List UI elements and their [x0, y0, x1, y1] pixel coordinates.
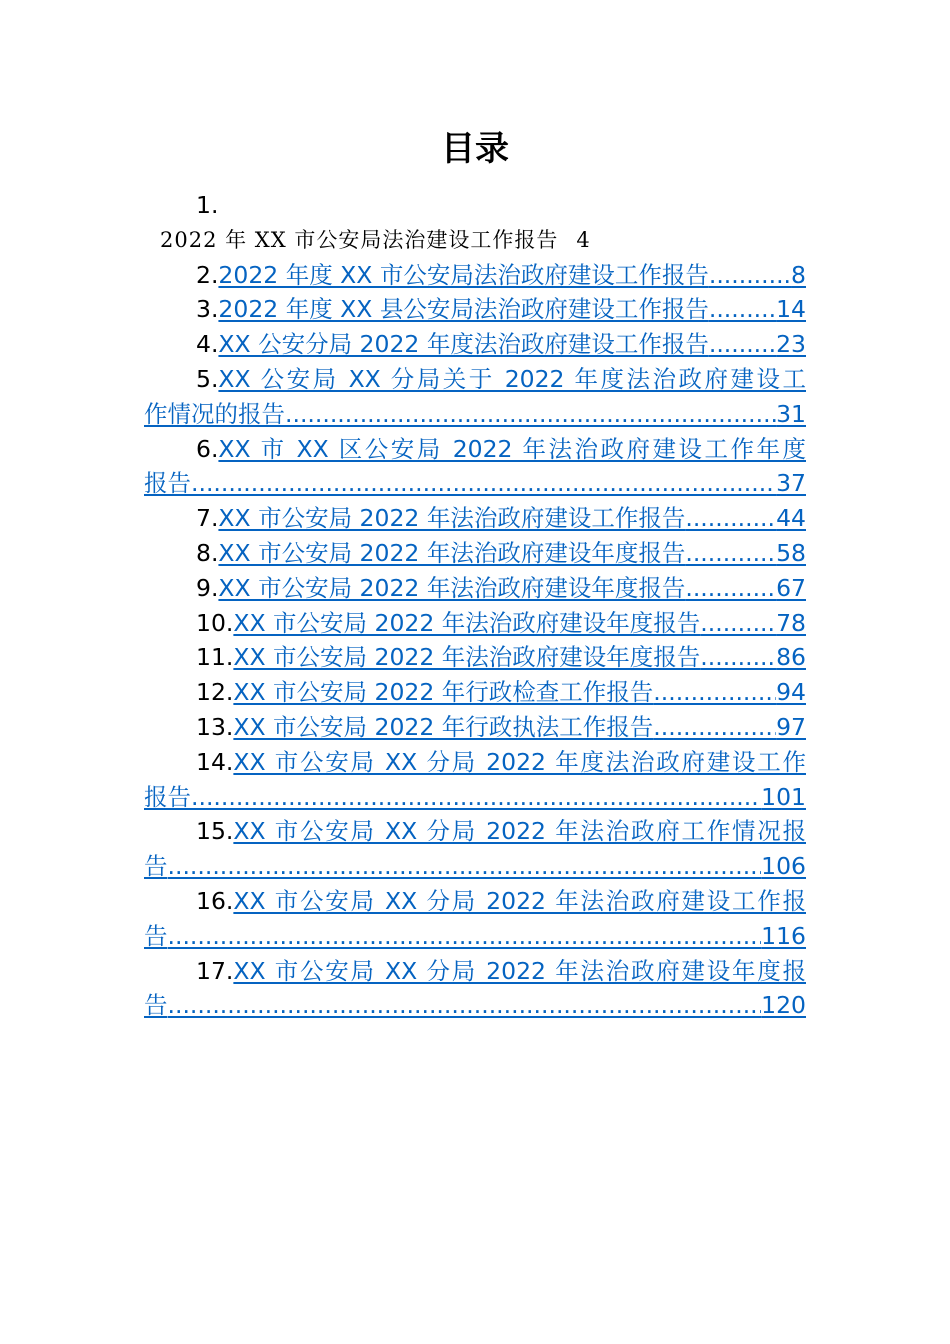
- toc-entry-link-continued[interactable]: 告: [144, 991, 168, 1020]
- toc-entry-link[interactable]: XX 市 XX 区公安局 2022 年法治政府建设工作年度: [218, 434, 806, 463]
- toc-entry-5[interactable]: [144, 362, 806, 432]
- toc-entry-page[interactable]: 37: [776, 469, 806, 498]
- toc-entry-number: 1.: [196, 191, 219, 219]
- toc-leader-dots: [285, 397, 776, 432]
- toc-entry-17[interactable]: [144, 954, 806, 1024]
- toc-entry-link[interactable]: XX 市公安局 XX 分局 2022 年度法治政府建设工作: [233, 747, 806, 776]
- toc-entry-number: 15.: [196, 817, 234, 846]
- toc-entry-7[interactable]: [144, 501, 806, 536]
- toc-entry-link[interactable]: XX 市公安局 2022 年行政执法工作报告: [233, 712, 654, 741]
- toc-entry-number: 2.: [196, 260, 219, 289]
- toc-entry-link[interactable]: XX 市公安局 2022 年行政检查工作报告: [233, 678, 654, 707]
- toc-entry-page[interactable]: 67: [776, 573, 806, 602]
- toc-leader-dots: [709, 258, 791, 293]
- toc-entry-link-continued[interactable]: 告: [144, 852, 168, 881]
- toc-leader-dots: [685, 536, 776, 571]
- toc-entry-link-continued[interactable]: 报告: [144, 469, 191, 498]
- toc-entry-link[interactable]: XX 市公安局 2022 年法治政府建设年度报告: [218, 538, 686, 567]
- toc-entry-number: 13.: [196, 712, 234, 741]
- toc-entry-number: 11.: [196, 643, 234, 672]
- toc-entry-title: 2022 年 XX 市公安局法治建设工作报告: [160, 227, 559, 252]
- toc-entry-number: 9.: [196, 573, 219, 602]
- toc-entry-page[interactable]: 78: [776, 608, 806, 637]
- toc-entry-16[interactable]: [144, 884, 806, 954]
- toc-entry-number: 16.: [196, 886, 234, 915]
- toc-entry-6[interactable]: [144, 432, 806, 502]
- toc-entry-number: 8.: [196, 538, 219, 567]
- toc-entry-page[interactable]: 44: [776, 504, 806, 533]
- toc-entry-page[interactable]: 120: [761, 991, 806, 1020]
- toc-entry-link[interactable]: XX 市公安局 XX 分局 2022 年法治政府建设工作报: [233, 886, 806, 915]
- toc-leader-dots: [653, 675, 776, 710]
- toc-entry-page: 4: [576, 227, 591, 252]
- toc-entry-11[interactable]: [144, 640, 806, 675]
- toc-entry-link[interactable]: 2022 年度 XX 县公安局法治政府建设工作报告: [218, 295, 709, 324]
- toc-entry-link[interactable]: XX 公安分局 2022 年度法治政府建设工作报告: [218, 330, 709, 359]
- toc-leader-dots: [709, 292, 776, 327]
- toc-entry-page[interactable]: 14: [776, 295, 806, 324]
- toc-entry-number: 7.: [196, 504, 219, 533]
- toc-entry-link[interactable]: XX 市公安局 XX 分局 2022 年法治政府工作情况报: [233, 817, 806, 846]
- toc-entry-page[interactable]: 101: [761, 782, 806, 811]
- toc-entry-number: 17.: [196, 956, 234, 985]
- toc-entry-2[interactable]: [144, 258, 806, 293]
- toc-entry-page[interactable]: 86: [776, 643, 806, 672]
- table-of-contents: [144, 188, 806, 1023]
- toc-entry-number: 12.: [196, 678, 234, 707]
- toc-leader-dots: [191, 466, 776, 501]
- toc-leader-dots: [685, 501, 776, 536]
- toc-entry-8[interactable]: [144, 536, 806, 571]
- toc-entry-page[interactable]: 31: [776, 399, 806, 428]
- toc-entry-link[interactable]: XX 市公安局 XX 分局 2022 年法治政府建设年度报: [233, 956, 806, 985]
- toc-leader-dots: [168, 849, 762, 884]
- toc-entry-link[interactable]: 2022 年度 XX 市公安局法治政府建设工作报告: [218, 260, 709, 289]
- page-title: 目录: [441, 129, 509, 169]
- toc-leader-dots: [168, 919, 762, 954]
- toc-entry-number: 10.: [196, 608, 234, 637]
- toc-entry-4[interactable]: [144, 327, 806, 362]
- toc-entry-9[interactable]: [144, 571, 806, 606]
- toc-leader-dots: [168, 988, 762, 1023]
- toc-entry-number: 4.: [196, 330, 219, 359]
- toc-entry-15[interactable]: [144, 814, 806, 884]
- toc-entry-number: 3.: [196, 295, 219, 324]
- toc-entry-number: 6.: [196, 434, 219, 463]
- toc-entry-link[interactable]: XX 市公安局 2022 年法治政府建设工作报告: [218, 504, 686, 533]
- toc-leader-dots: [709, 327, 776, 362]
- toc-entry-number: 5.: [196, 364, 219, 393]
- toc-leader-dots: [653, 710, 776, 745]
- toc-entry-page[interactable]: 8: [791, 260, 806, 289]
- toc-entry-page[interactable]: 58: [776, 538, 806, 567]
- toc-entry-link[interactable]: XX 市公安局 2022 年法治政府建设年度报告: [218, 573, 686, 602]
- toc-entry-13[interactable]: [144, 710, 806, 745]
- toc-entry-number: 14.: [196, 747, 234, 776]
- toc-entry-page[interactable]: 94: [776, 678, 806, 707]
- toc-entry-10[interactable]: [144, 606, 806, 641]
- toc-entry-page[interactable]: 23: [776, 330, 806, 359]
- toc-entry-link[interactable]: XX 公安局 XX 分局关于 2022 年度法治政府建设工: [218, 364, 806, 393]
- toc-entry-link[interactable]: XX 市公安局 2022 年法治政府建设年度报告: [233, 608, 701, 637]
- toc-leader-dots: [700, 606, 776, 641]
- toc-entry-link-continued[interactable]: 报告: [144, 782, 191, 811]
- toc-entry-12[interactable]: [144, 675, 806, 710]
- toc-entry-page[interactable]: 97: [776, 712, 806, 741]
- toc-entry-link-continued[interactable]: 告: [144, 921, 168, 950]
- toc-entry-link[interactable]: XX 市公安局 2022 年法治政府建设年度报告: [233, 643, 701, 672]
- toc-entry-page[interactable]: 116: [761, 921, 806, 950]
- toc-entry-page[interactable]: 106: [761, 852, 806, 881]
- toc-entry-1: [144, 188, 806, 258]
- toc-leader-dots: [700, 640, 776, 675]
- toc-entry-14[interactable]: [144, 745, 806, 815]
- toc-leader-dots: [191, 780, 761, 815]
- toc-entry-3[interactable]: [144, 292, 806, 327]
- toc-leader-dots: [685, 571, 776, 606]
- toc-entry-link-continued[interactable]: 作情况的报告: [144, 399, 285, 428]
